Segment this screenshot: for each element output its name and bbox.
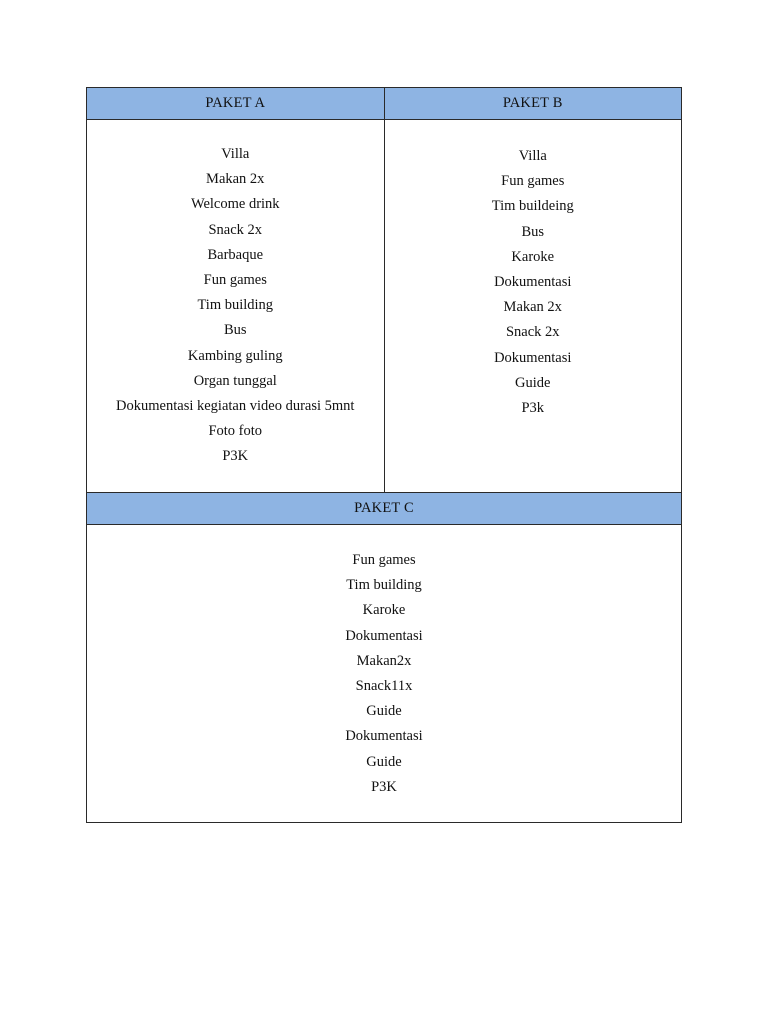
list-item: Villa [221,146,250,162]
list-item: Snack 2x [208,221,263,238]
paket-a-header [87,88,385,120]
list-item: P3K [371,778,397,795]
paket-c-list [87,525,681,800]
list-item: Foto foto [208,423,263,440]
list-item: Fun games [203,271,267,288]
paket-c-title: PAKET C [354,500,414,516]
list-item: Guide [366,703,402,720]
list-item: Dokumentasi [494,349,572,366]
list-item: Guide [366,753,402,770]
list-item: Snack11x [355,677,413,694]
paket-b-header [384,88,682,120]
paket-c-body [87,525,682,823]
list-item: Karoke [362,602,406,619]
list-item: Dokumentasi [494,273,572,290]
list-item: Karoke [511,248,555,265]
paket-a-title: PAKET A [205,95,266,111]
list-item: Fun games [352,552,416,568]
list-item: Fun games [501,173,565,190]
list-item: Guide [515,374,551,391]
list-item: Villa [518,148,547,164]
list-item: Makan 2x [206,171,265,188]
list-item: Kambing guling [187,347,283,364]
list-item: Tim building [197,297,274,314]
list-item: P3K [222,448,249,465]
paket-b-list [385,120,682,421]
list-item: Dokumentasi [345,728,423,745]
list-item: Tim buildeing [491,198,574,215]
paket-b-body [384,120,682,493]
list-item: Makan2x [356,652,412,669]
list-item: P3k [521,399,545,416]
list-item: Bus [521,223,545,240]
list-item: Tim building [346,577,422,594]
list-item: Welcome drink [190,196,280,213]
list-item: Bus [223,322,247,339]
list-item: Makan 2x [503,299,562,316]
list-item: Dokumentasi [345,627,423,644]
list-item: Organ tunggal [193,372,277,389]
list-item: Barbaque [207,246,264,263]
paket-c-header [87,493,682,525]
paket-b-title: PAKET B [502,95,563,111]
paket-a-body [87,120,385,493]
list-item: Snack 2x [505,324,560,341]
paket-a-list [87,120,384,469]
package-table [86,87,682,823]
list-item: Dokumentasi kegiatan video durasi 5mnt [116,397,355,414]
